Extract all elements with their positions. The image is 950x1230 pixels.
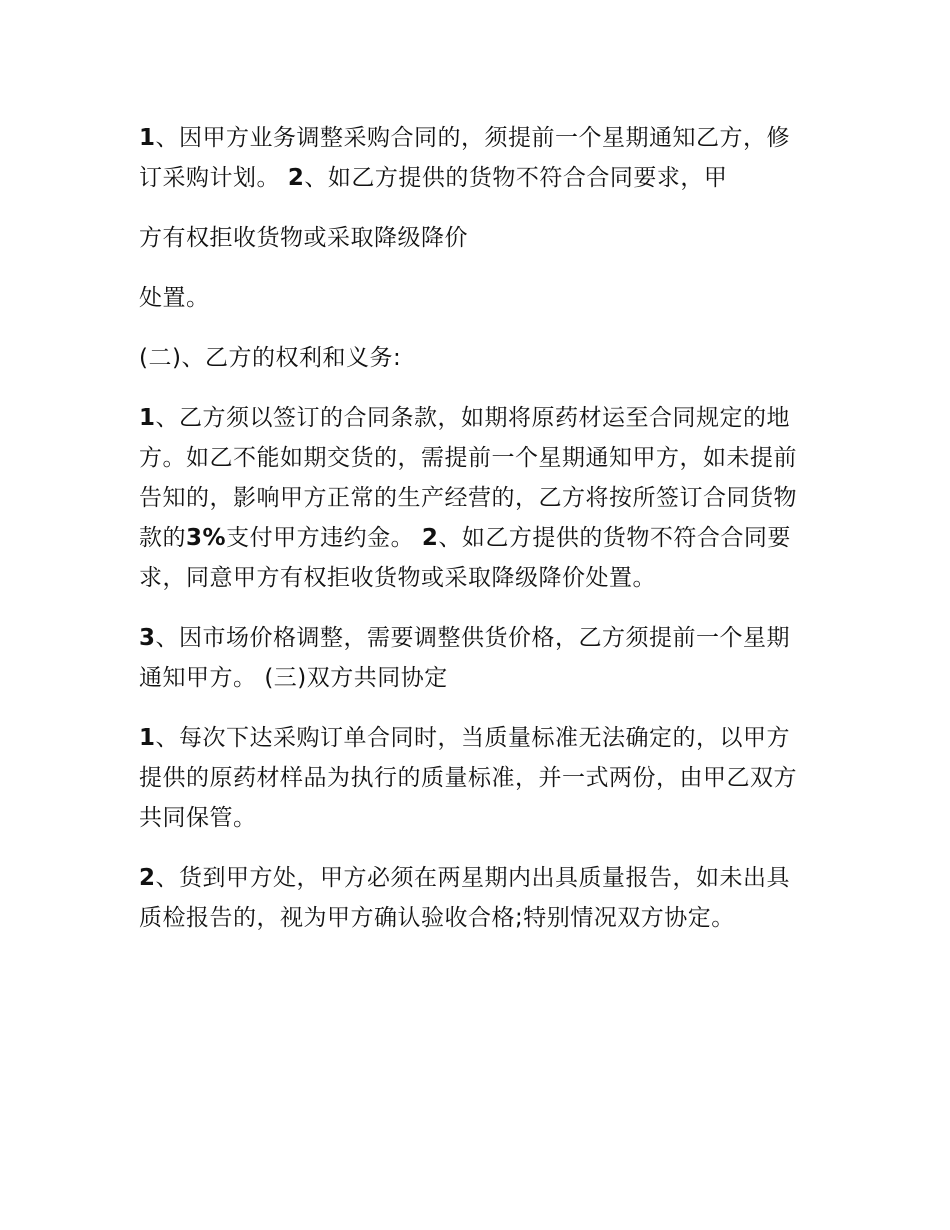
paragraph-5 bbox=[139, 398, 811, 598]
clause-text: 支付甲方违约金。 bbox=[226, 525, 415, 551]
penalty-percent: 3% bbox=[186, 525, 227, 551]
clause-number: 1 bbox=[139, 125, 156, 151]
section-heading-text: (三)双方共同协定 bbox=[264, 665, 448, 691]
clause-text: 、因市场价格调整，需要调整供货价格，乙方须提前一个星期通知甲方。 bbox=[139, 625, 791, 691]
paragraph-2 bbox=[139, 218, 811, 258]
paragraph-3 bbox=[139, 278, 811, 318]
document-body bbox=[139, 118, 811, 958]
clause-text: 、如乙方提供的货物不符合合同要求，甲 bbox=[304, 165, 728, 191]
clause-text: 、因甲方业务调整采购合同的，须提前一个星期通知乙方，修订采购计划。 bbox=[139, 125, 791, 191]
section-heading-party-b bbox=[139, 338, 811, 378]
clause-text: 、如乙方提供的货物不符合合同要求，同意甲方有权拒收货物或采取降级降价处置。 bbox=[139, 525, 791, 591]
paragraph-1 bbox=[139, 118, 811, 198]
paragraph-7 bbox=[139, 718, 811, 838]
clause-number: 1 bbox=[139, 405, 156, 431]
clause-number: 2 bbox=[421, 525, 439, 551]
clause-number: 3 bbox=[139, 625, 156, 651]
clause-text: 处置。 bbox=[139, 285, 210, 311]
paragraph-6 bbox=[139, 618, 811, 698]
clause-text: 、乙方须以签订的合同条款，如期将原药材运至合同规定的地方。如乙不能如期交货的，需提前一个星期通知甲方，如未提前告知的，影响甲方正常的生产经营的，乙方将按所签订合同货物款的 bbox=[139, 405, 797, 551]
clause-number: 1 bbox=[139, 725, 156, 751]
paragraph-8 bbox=[139, 858, 811, 938]
clause-number: 2 bbox=[139, 865, 156, 891]
clause-number: 2 bbox=[287, 165, 305, 191]
clause-text: 方有权拒收货物或采取降级降价 bbox=[139, 225, 468, 251]
section-heading-text: (二)、乙方的权利和义务: bbox=[139, 345, 402, 371]
clause-text: 、货到甲方处，甲方必须在两星期内出具质量报告，如未出具质检报告的，视为甲方确认验收合格;特别情况双方协定。 bbox=[139, 865, 791, 931]
clause-text: 、每次下达采购订单合同时，当质量标准无法确定的，以甲方提供的原药材样品为执行的质量标准，并一式两份，由甲乙双方共同保管。 bbox=[139, 725, 797, 831]
